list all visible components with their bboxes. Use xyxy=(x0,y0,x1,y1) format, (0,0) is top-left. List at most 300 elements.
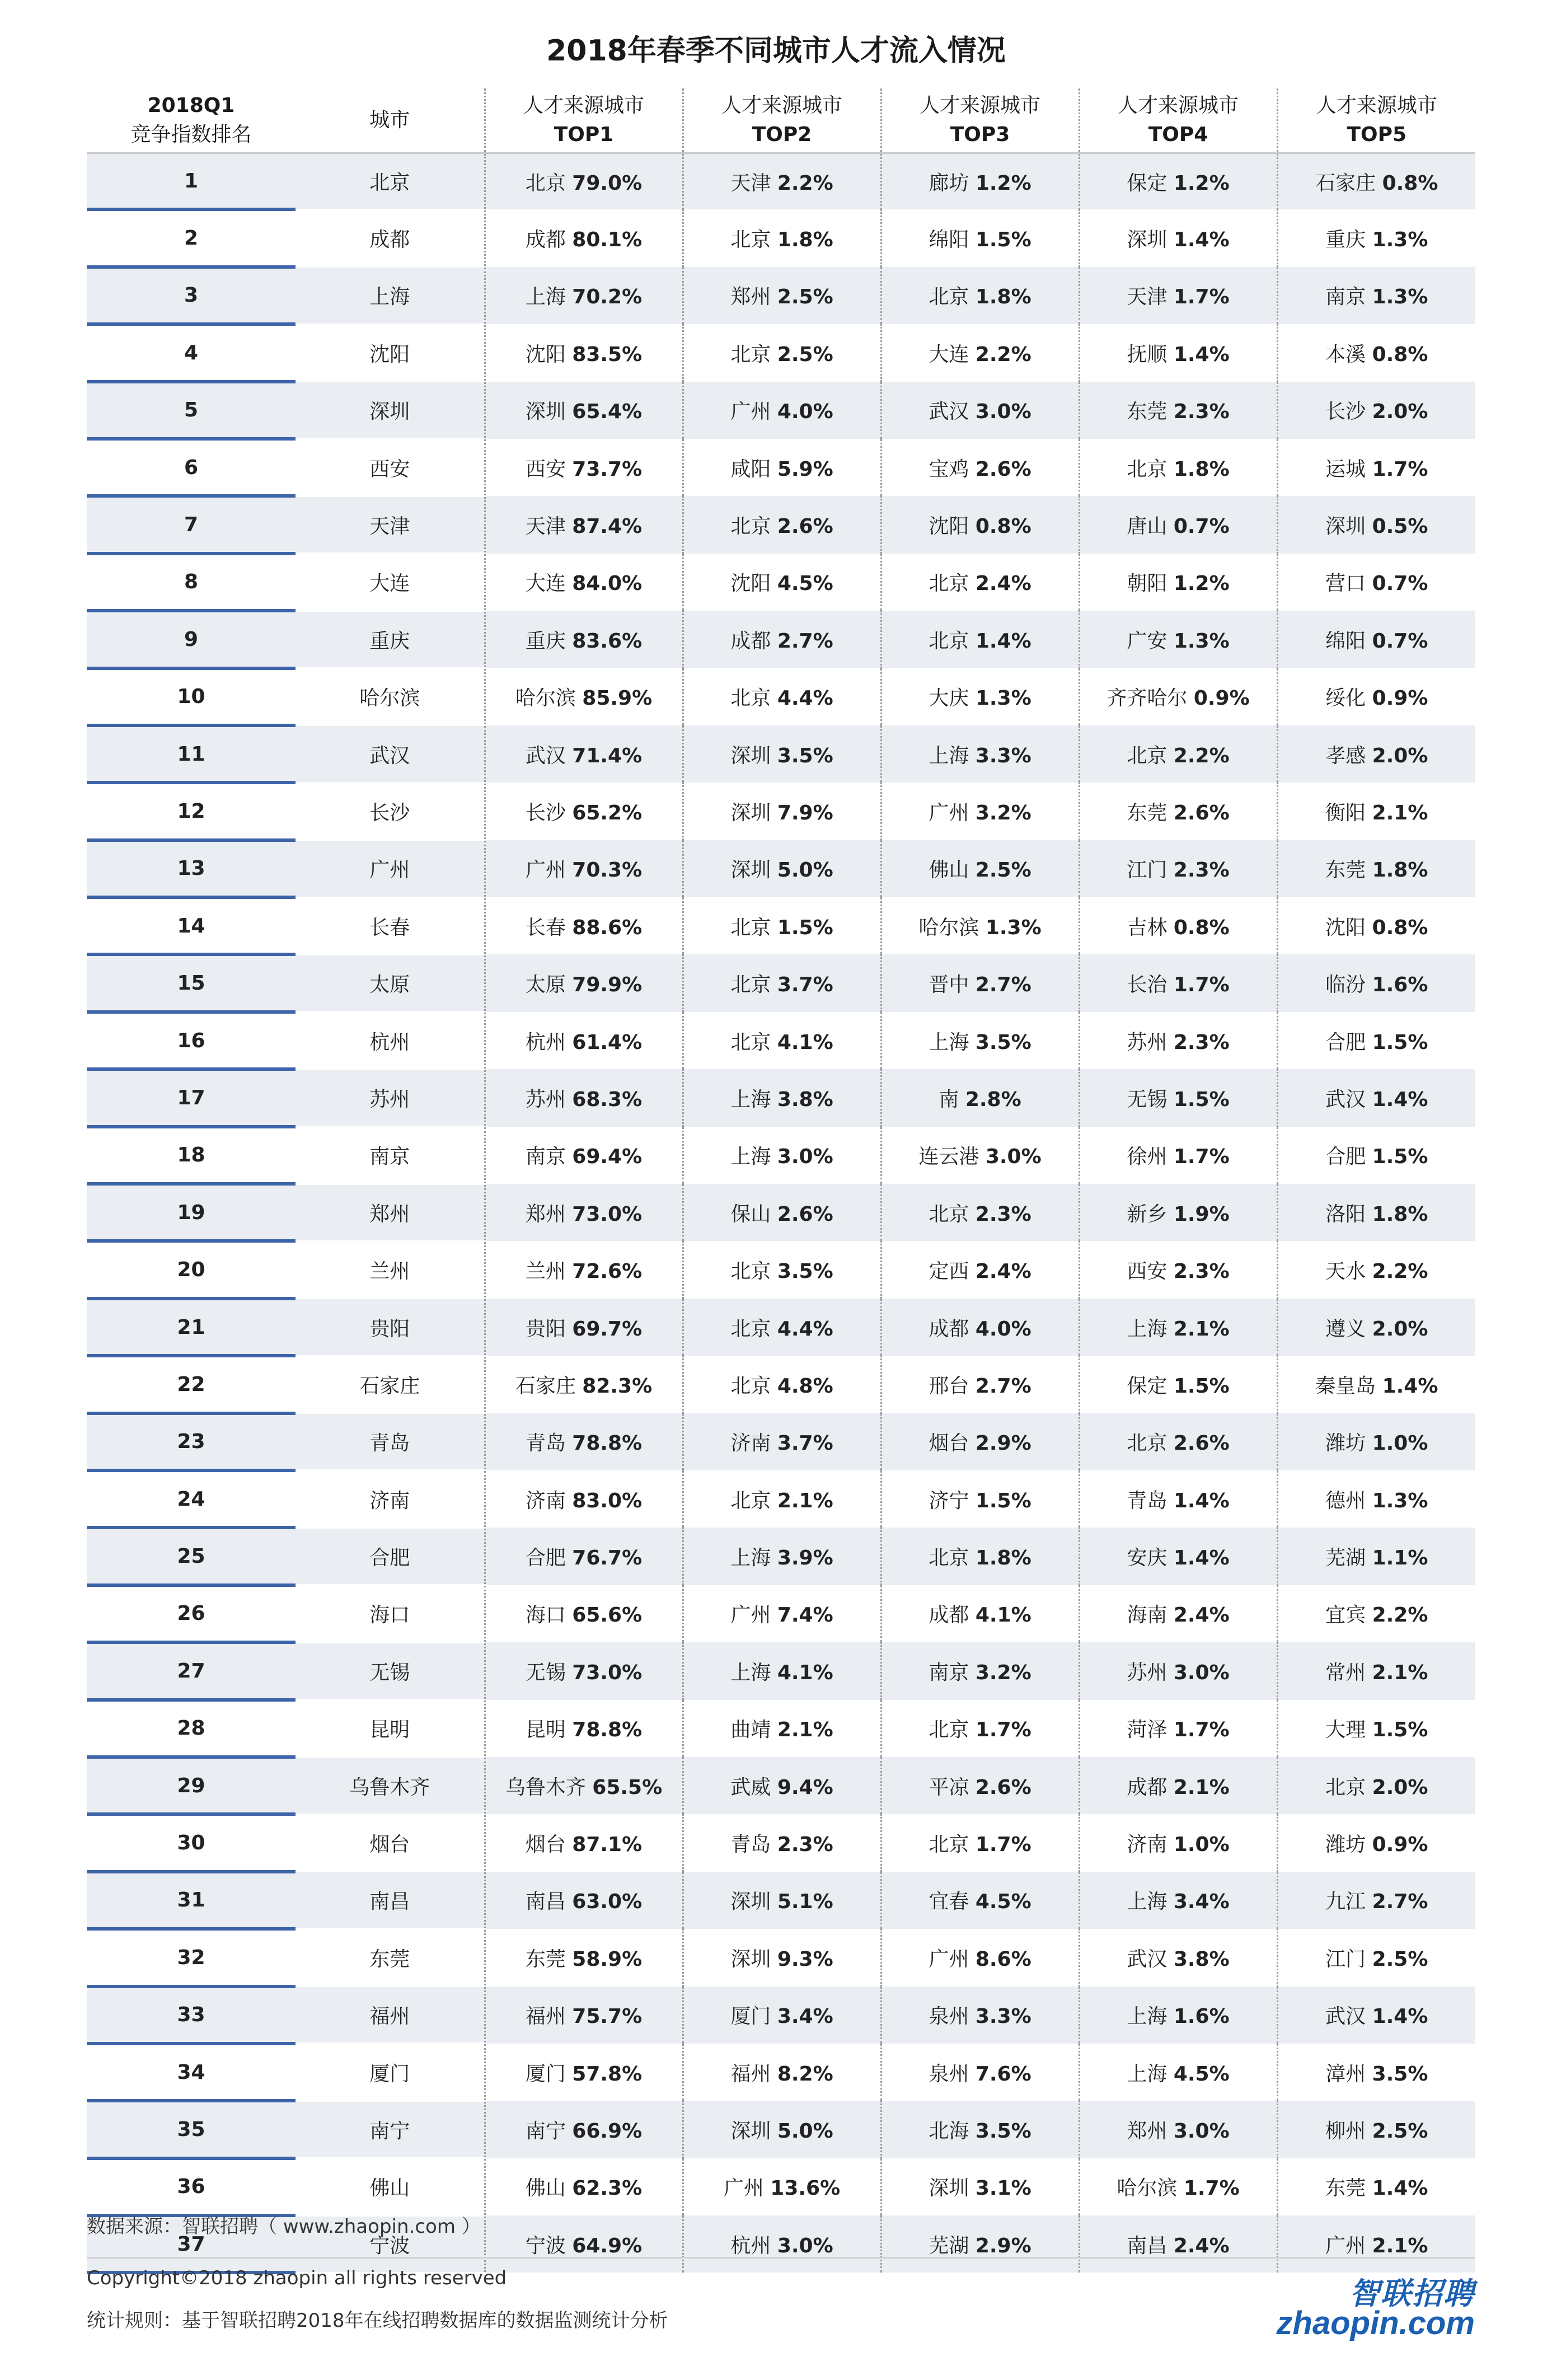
source-share: 69.7% xyxy=(572,1317,643,1341)
source-share: 3.8% xyxy=(777,1088,833,1111)
source-city: 广州 xyxy=(730,400,771,424)
rank-cell: 20 xyxy=(87,1241,296,1298)
source-share: 1.4% xyxy=(1372,1088,1428,1111)
table-header-row xyxy=(87,88,1475,153)
source-share: 13.6% xyxy=(770,2177,841,2200)
source-top5-cell xyxy=(1277,1872,1475,1929)
source-city: 武汉 xyxy=(1127,1947,1167,1971)
source-top5-cell xyxy=(1277,2215,1475,2273)
source-city: 上海 xyxy=(730,1088,771,1111)
source-top1-cell xyxy=(485,496,683,553)
source-share: 3.5% xyxy=(777,744,833,767)
source-top4-cell xyxy=(1079,382,1277,439)
city-cell: 宁波 xyxy=(296,2215,485,2273)
source-share: 3.1% xyxy=(975,2177,1031,2200)
source-city: 东莞 xyxy=(1325,2177,1366,2200)
source-top3-cell xyxy=(881,1241,1079,1298)
source-top4-cell xyxy=(1079,1929,1277,1986)
source-share: 9.4% xyxy=(777,1775,833,1799)
source-top1-cell xyxy=(485,840,683,897)
city-cell: 佛山 xyxy=(296,2158,485,2215)
source-city: 苏州 xyxy=(525,1088,566,1111)
source-city: 南昌 xyxy=(525,1890,566,1914)
source-share: 82.3% xyxy=(582,1374,653,1398)
source-top2-cell xyxy=(683,1700,881,1757)
source-top5-cell xyxy=(1277,611,1475,668)
source-top5-cell xyxy=(1277,725,1475,783)
source-city: 兰州 xyxy=(525,1260,566,1283)
source-top2-cell xyxy=(683,1814,881,1871)
source-top4-cell xyxy=(1079,1299,1277,1356)
source-city: 太原 xyxy=(525,973,566,997)
source-city: 沈阳 xyxy=(929,515,969,538)
source-share: 2.7% xyxy=(777,629,833,653)
table-row xyxy=(87,1069,1475,1126)
source-top5-cell xyxy=(1277,668,1475,725)
city-cell: 哈尔滨 xyxy=(296,668,485,725)
header-top2-label: TOP2 xyxy=(752,123,812,146)
source-city: 上海 xyxy=(1127,2062,1167,2086)
source-top2-cell xyxy=(683,611,881,668)
source-share: 2.3% xyxy=(777,1833,833,1857)
source-top2-cell xyxy=(683,783,881,840)
source-top1-cell xyxy=(485,1987,683,2044)
source-share: 1.2% xyxy=(975,172,1031,195)
source-city: 北京 xyxy=(929,1202,969,1226)
source-share: 0.9% xyxy=(1372,687,1428,710)
source-share: 83.0% xyxy=(572,1489,643,1512)
source-share: 1.2% xyxy=(1173,572,1230,596)
source-share: 2.6% xyxy=(1173,1432,1230,1455)
table-row xyxy=(87,840,1475,897)
source-city: 广州 xyxy=(525,859,566,882)
source-city: 上海 xyxy=(730,1661,771,1684)
city-cell: 重庆 xyxy=(296,611,485,668)
source-share: 73.0% xyxy=(572,1661,643,1684)
source-top2-cell xyxy=(683,382,881,439)
source-share: 1.7% xyxy=(975,1718,1031,1742)
source-city: 芜湖 xyxy=(1325,1547,1366,1570)
source-share: 2.0% xyxy=(1372,1317,1428,1341)
rank-cell: 35 xyxy=(87,2101,296,2158)
source-share: 4.5% xyxy=(777,572,833,596)
source-share: 84.0% xyxy=(572,572,643,596)
source-city: 重庆 xyxy=(1325,228,1366,252)
source-top1-cell xyxy=(485,1470,683,1528)
source-share: 1.4% xyxy=(1173,1547,1230,1570)
table-row xyxy=(87,1757,1475,1814)
source-city: 苏州 xyxy=(1127,1661,1167,1684)
source-top2-cell xyxy=(683,496,881,553)
source-share: 2.2% xyxy=(1173,744,1230,767)
source-city: 北京 xyxy=(929,285,969,309)
zhaopin-logo xyxy=(1276,2270,1475,2348)
city-cell: 乌鲁木齐 xyxy=(296,1757,485,1814)
source-share: 3.7% xyxy=(777,1432,833,1455)
source-share: 1.7% xyxy=(1183,2177,1240,2200)
source-share: 2.5% xyxy=(777,285,833,309)
source-top2-cell xyxy=(683,1184,881,1241)
source-top4-cell xyxy=(1079,267,1277,324)
source-share: 2.5% xyxy=(975,859,1031,882)
header-top2-prefix: 人才来源城市 xyxy=(721,94,842,117)
source-share: 3.5% xyxy=(975,1030,1031,1054)
source-share: 2.8% xyxy=(965,1088,1021,1111)
source-top1-cell xyxy=(485,1299,683,1356)
source-share: 0.7% xyxy=(1173,515,1230,538)
source-city: 绵阳 xyxy=(1325,629,1366,653)
source-top3-cell xyxy=(881,2158,1079,2215)
source-city: 青岛 xyxy=(525,1432,566,1455)
source-top4-cell xyxy=(1079,1413,1277,1470)
source-share: 73.0% xyxy=(572,1202,643,1226)
source-share: 7.6% xyxy=(975,2062,1031,2086)
city-cell: 东莞 xyxy=(296,1929,485,1986)
source-top1-cell xyxy=(485,1872,683,1929)
source-top2-cell xyxy=(683,1585,881,1642)
header-top5-prefix: 人才来源城市 xyxy=(1316,94,1437,117)
source-city: 九江 xyxy=(1325,1890,1366,1914)
source-top3-cell xyxy=(881,1528,1079,1585)
source-city: 烟台 xyxy=(525,1833,566,1857)
source-top5-cell xyxy=(1277,1356,1475,1413)
source-top3-cell xyxy=(881,897,1079,954)
source-top3-cell xyxy=(881,439,1079,496)
rank-cell: 26 xyxy=(87,1585,296,1642)
source-city: 成都 xyxy=(730,629,771,653)
source-city: 齐齐哈尔 xyxy=(1106,687,1188,710)
source-share: 1.9% xyxy=(1173,1202,1230,1226)
source-city: 南京 xyxy=(1325,285,1366,309)
rank-cell: 21 xyxy=(87,1299,296,1356)
source-share: 4.1% xyxy=(777,1030,833,1054)
city-cell: 上海 xyxy=(296,267,485,324)
table-row xyxy=(87,554,1475,611)
source-share: 85.9% xyxy=(582,687,653,710)
source-share: 65.5% xyxy=(592,1775,663,1799)
source-city: 昆明 xyxy=(525,1718,566,1742)
source-top4-cell xyxy=(1079,209,1277,266)
source-top3-cell xyxy=(881,1872,1079,1929)
source-city: 上海 xyxy=(929,1030,969,1054)
source-share: 5.9% xyxy=(777,457,833,481)
header-top1 xyxy=(485,88,683,153)
source-share: 2.9% xyxy=(975,2234,1031,2257)
source-top5-cell xyxy=(1277,209,1475,266)
source-share: 1.3% xyxy=(1372,228,1428,252)
source-top3-cell xyxy=(881,1356,1079,1413)
source-city: 宜宾 xyxy=(1325,1604,1366,1627)
city-cell: 广州 xyxy=(296,840,485,897)
source-share: 3.9% xyxy=(777,1547,833,1570)
rank-cell: 14 xyxy=(87,897,296,954)
source-top1-cell xyxy=(485,897,683,954)
source-top5-cell xyxy=(1277,1299,1475,1356)
source-share: 1.4% xyxy=(1382,1374,1438,1398)
source-share: 1.7% xyxy=(975,1833,1031,1857)
source-share: 87.4% xyxy=(572,515,643,538)
source-city: 江门 xyxy=(1325,1947,1366,1971)
source-city: 深圳 xyxy=(929,2177,969,2200)
source-city: 宁波 xyxy=(525,2234,566,2257)
source-share: 1.7% xyxy=(1372,457,1428,481)
rank-cell: 12 xyxy=(87,783,296,840)
source-share: 2.6% xyxy=(975,457,1031,481)
header-top3-label: TOP3 xyxy=(950,123,1010,146)
source-top4-cell xyxy=(1079,1642,1277,1699)
source-share: 4.0% xyxy=(975,1317,1031,1341)
source-city: 郑州 xyxy=(730,285,771,309)
source-top2-cell xyxy=(683,1241,881,1298)
table-row xyxy=(87,1929,1475,1986)
source-share: 1.3% xyxy=(1372,285,1428,309)
table-row xyxy=(87,1012,1475,1069)
source-share: 1.8% xyxy=(975,285,1031,309)
source-top2-cell xyxy=(683,267,881,324)
source-top2-cell xyxy=(683,1757,881,1814)
rank-cell: 29 xyxy=(87,1757,296,1814)
source-share: 5.0% xyxy=(777,2119,833,2143)
source-share: 4.5% xyxy=(975,1890,1031,1914)
source-share: 8.6% xyxy=(975,1947,1031,1971)
source-top1-cell xyxy=(485,1814,683,1871)
source-share: 65.2% xyxy=(572,801,643,824)
rank-cell: 4 xyxy=(87,324,296,381)
source-top2-cell xyxy=(683,324,881,381)
rank-cell: 16 xyxy=(87,1012,296,1069)
source-top4-cell xyxy=(1079,153,1277,210)
source-share: 2.5% xyxy=(777,343,833,366)
source-top2-cell xyxy=(683,1929,881,1986)
header-top2 xyxy=(683,88,881,153)
source-share: 1.4% xyxy=(1372,2005,1428,2028)
source-top4-cell xyxy=(1079,725,1277,783)
source-city: 长沙 xyxy=(1325,400,1366,424)
source-top5-cell xyxy=(1277,267,1475,324)
source-city: 广州 xyxy=(723,2177,764,2200)
rank-cell: 23 xyxy=(87,1413,296,1470)
source-top5-cell xyxy=(1277,783,1475,840)
source-top3-cell xyxy=(881,324,1079,381)
source-top5-cell xyxy=(1277,954,1475,1011)
source-top3-cell xyxy=(881,1069,1079,1126)
source-city: 北京 xyxy=(730,687,771,710)
source-city: 北京 xyxy=(929,629,969,653)
table-row xyxy=(87,1814,1475,1871)
source-city: 南昌 xyxy=(1127,2234,1167,2257)
source-share: 76.7% xyxy=(572,1547,643,1570)
city-cell: 石家庄 xyxy=(296,1356,485,1413)
rank-cell: 25 xyxy=(87,1528,296,1585)
city-cell: 南宁 xyxy=(296,2101,485,2158)
source-top3-cell xyxy=(881,1127,1079,1184)
source-city: 宝鸡 xyxy=(929,457,969,481)
source-share: 4.5% xyxy=(1173,2062,1230,2086)
source-top3-cell xyxy=(881,554,1079,611)
source-city: 哈尔滨 xyxy=(515,687,576,710)
source-city: 广州 xyxy=(929,1947,969,1971)
source-share: 2.7% xyxy=(975,973,1031,997)
source-share: 3.0% xyxy=(975,400,1031,424)
source-city: 深圳 xyxy=(730,859,771,882)
source-city: 秦皇岛 xyxy=(1315,1374,1376,1398)
source-top3-cell xyxy=(881,1987,1079,2044)
rank-cell: 34 xyxy=(87,2044,296,2101)
table-row xyxy=(87,1700,1475,1757)
source-share: 1.5% xyxy=(1372,1718,1428,1742)
table-row xyxy=(87,1872,1475,1929)
source-top5-cell xyxy=(1277,1069,1475,1126)
source-top5-cell xyxy=(1277,897,1475,954)
source-top4-cell xyxy=(1079,496,1277,553)
source-city: 济南 xyxy=(1127,1833,1167,1857)
source-city: 成都 xyxy=(929,1604,969,1627)
source-share: 3.2% xyxy=(975,1661,1031,1684)
header-top5-label: TOP5 xyxy=(1347,123,1407,146)
source-share: 63.0% xyxy=(572,1890,643,1914)
city-cell: 青岛 xyxy=(296,1413,485,1470)
rank-cell: 17 xyxy=(87,1069,296,1126)
source-top5-cell xyxy=(1277,1241,1475,1298)
source-city: 安庆 xyxy=(1127,1547,1167,1570)
source-top5-cell xyxy=(1277,324,1475,381)
source-city: 柳州 xyxy=(1325,2119,1366,2143)
table-row xyxy=(87,1642,1475,1699)
source-top3-cell xyxy=(881,382,1079,439)
source-share: 1.0% xyxy=(1372,1432,1428,1455)
source-top4-cell xyxy=(1079,1470,1277,1528)
city-cell: 深圳 xyxy=(296,382,485,439)
source-top3-cell xyxy=(881,668,1079,725)
source-share: 4.8% xyxy=(777,1374,833,1398)
source-city: 东莞 xyxy=(1127,801,1167,824)
source-top1-cell xyxy=(485,1585,683,1642)
source-city: 广州 xyxy=(730,1604,771,1627)
source-share: 79.0% xyxy=(572,172,643,195)
source-top3-cell xyxy=(881,267,1079,324)
source-share: 9.3% xyxy=(777,1947,833,1971)
source-city: 衡阳 xyxy=(1325,801,1366,824)
source-city: 漳州 xyxy=(1325,2062,1366,2086)
source-share: 3.0% xyxy=(985,1145,1042,1169)
source-top2-cell xyxy=(683,1642,881,1699)
header-top1-prefix: 人才来源城市 xyxy=(523,94,644,117)
page-title: 2018年春季不同城市人才流入情况 xyxy=(546,34,1006,68)
source-top1-cell xyxy=(485,1356,683,1413)
source-top3-cell xyxy=(881,1470,1079,1528)
source-top1-cell xyxy=(485,1757,683,1814)
source-city: 武汉 xyxy=(525,744,566,767)
source-city: 天津 xyxy=(1127,285,1167,309)
source-city: 深圳 xyxy=(730,801,771,824)
source-share: 0.8% xyxy=(1372,343,1428,366)
source-city: 遵义 xyxy=(1325,1317,1366,1341)
source-top4-cell xyxy=(1079,1127,1277,1184)
source-city: 北京 xyxy=(730,515,771,538)
source-top5-cell xyxy=(1277,439,1475,496)
source-share: 2.6% xyxy=(975,1775,1031,1799)
source-city: 保定 xyxy=(1127,1374,1167,1398)
source-top2-cell xyxy=(683,840,881,897)
source-top2-cell xyxy=(683,209,881,266)
source-share: 2.2% xyxy=(975,343,1031,366)
source-top1-cell xyxy=(485,2044,683,2101)
source-top2-cell xyxy=(683,1012,881,1069)
source-city: 济南 xyxy=(730,1432,771,1455)
source-share: 75.7% xyxy=(572,2005,643,2028)
source-city: 沈阳 xyxy=(525,343,566,366)
source-top2-cell xyxy=(683,1127,881,1184)
source-share: 2.6% xyxy=(1173,801,1230,824)
source-share: 78.8% xyxy=(572,1718,643,1742)
source-share: 2.1% xyxy=(777,1489,833,1512)
source-share: 2.1% xyxy=(1372,2234,1428,2257)
source-top1-cell xyxy=(485,1012,683,1069)
source-share: 1.4% xyxy=(975,629,1031,653)
source-top5-cell xyxy=(1277,1127,1475,1184)
source-top1-cell xyxy=(485,1642,683,1699)
source-city: 大庆 xyxy=(929,687,969,710)
city-cell: 兰州 xyxy=(296,1241,485,1298)
source-share: 1.5% xyxy=(777,916,833,939)
rank-cell: 31 xyxy=(87,1872,296,1929)
source-top3-cell xyxy=(881,1642,1079,1699)
source-top1-cell xyxy=(485,382,683,439)
source-city: 大理 xyxy=(1325,1718,1366,1742)
source-city: 深圳 xyxy=(730,2119,771,2143)
source-top4-cell xyxy=(1079,840,1277,897)
source-top1-cell xyxy=(485,2215,683,2273)
source-top5-cell xyxy=(1277,153,1475,210)
source-top1-cell xyxy=(485,554,683,611)
source-top5-cell xyxy=(1277,1757,1475,1814)
source-top3-cell xyxy=(881,1585,1079,1642)
rank-cell: 10 xyxy=(87,668,296,725)
source-share: 73.7% xyxy=(572,457,643,481)
source-share: 1.4% xyxy=(1372,2177,1428,2200)
source-top5-cell xyxy=(1277,1642,1475,1699)
source-top4-cell xyxy=(1079,1757,1277,1814)
rank-cell: 8 xyxy=(87,554,296,611)
source-top2-cell xyxy=(683,1356,881,1413)
source-share: 62.3% xyxy=(572,2177,643,2200)
source-top2-cell xyxy=(683,2215,881,2273)
rank-cell: 5 xyxy=(87,382,296,439)
source-share: 1.4% xyxy=(1173,343,1230,366)
source-city: 绵阳 xyxy=(929,228,969,252)
source-city: 北京 xyxy=(1127,744,1167,767)
source-share: 1.7% xyxy=(1173,973,1230,997)
source-city: 北京 xyxy=(730,916,771,939)
source-share: 3.0% xyxy=(1173,1661,1230,1684)
source-city: 深圳 xyxy=(730,1947,771,1971)
source-share: 2.7% xyxy=(1372,1890,1428,1914)
source-top1-cell xyxy=(485,1929,683,1986)
source-share: 65.6% xyxy=(572,1604,643,1627)
source-city: 武汉 xyxy=(929,400,969,424)
table-row xyxy=(87,1356,1475,1413)
source-share: 7.9% xyxy=(777,801,833,824)
source-top5-cell xyxy=(1277,840,1475,897)
source-city: 杭州 xyxy=(525,1030,566,1054)
source-share: 0.7% xyxy=(1372,572,1428,596)
source-city: 合肥 xyxy=(1325,1030,1366,1054)
source-share: 3.0% xyxy=(777,2234,833,2257)
source-city: 唐山 xyxy=(1127,515,1167,538)
source-top4-cell xyxy=(1079,2158,1277,2215)
source-top3-cell xyxy=(881,611,1079,668)
source-city: 北京 xyxy=(1127,1432,1167,1455)
